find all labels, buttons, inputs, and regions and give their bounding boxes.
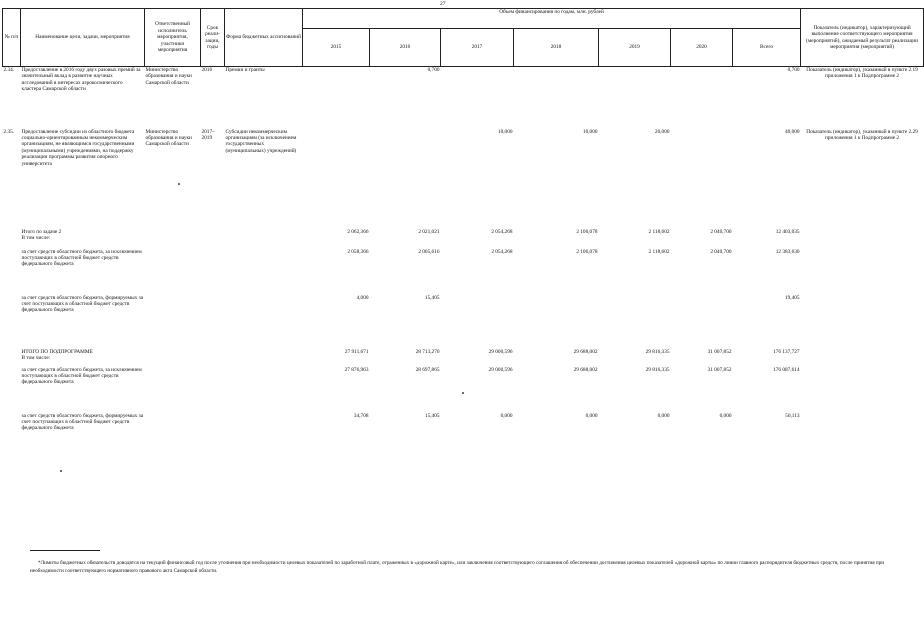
- cell-total: 12 383,630: [775, 248, 800, 255]
- cell-value: 31 007,852: [707, 366, 732, 373]
- cell-value: 2 118,602: [648, 248, 670, 255]
- cell-value: [441, 295, 514, 349]
- cell-total: 0,700: [787, 67, 800, 73]
- cell-value: 2 054,268: [491, 228, 513, 235]
- header-year: 2020: [671, 29, 733, 67]
- cell-value: 10,000: [497, 128, 513, 135]
- cell-value: [599, 67, 671, 129]
- row-executor: Министерство образования и науки Самарской области: [145, 67, 192, 86]
- cell-total: 176 137,727: [773, 348, 800, 355]
- cell-value: 29 000,596: [488, 348, 513, 355]
- row-period: 2017–2019: [201, 128, 215, 141]
- cell-value: 29 816,335: [645, 348, 670, 355]
- cell-value: 2 054,268: [491, 248, 513, 255]
- header-year: 2018: [514, 29, 599, 67]
- cell-value: 0,000: [719, 412, 732, 419]
- total-row: [3, 367, 924, 413]
- cell-value: 4,000: [356, 294, 369, 301]
- cell-value: 2 106,078: [576, 228, 598, 235]
- cell-value: [441, 67, 514, 129]
- cell-total: 176 087,614: [773, 366, 800, 373]
- row-period: 2016: [201, 67, 213, 73]
- header-year: 2017: [441, 29, 514, 67]
- cell-value: 34,708: [353, 412, 369, 419]
- cell-value: 2 005,616: [418, 248, 440, 255]
- cell-value: 10,000: [582, 128, 598, 135]
- cell-value: 2 021,021: [418, 228, 440, 235]
- header-year: 2016: [370, 29, 441, 67]
- table-row: [3, 67, 924, 129]
- cell-value: 28 713,270: [415, 348, 440, 355]
- total-title: за счет средств областного бюджета, за исключением поступающих в областной бюджет средств федерального бюджета: [21, 248, 142, 268]
- cell-value: 15,405: [424, 412, 440, 419]
- row-indicator: Показатель (индикатор), указанный в пункте 2.19 приложения 1 к Подпрограмме 2: [806, 67, 918, 80]
- cell-value: 28 697,865: [415, 366, 440, 373]
- cell-value: 0,700: [427, 67, 440, 73]
- cell-value: [671, 129, 733, 229]
- cell-value: [599, 295, 671, 349]
- header-total: Всего: [733, 29, 801, 67]
- cell-value: 31 007,852: [707, 348, 732, 355]
- page-number: 27: [440, 1, 446, 7]
- cell-total: 12 403,035: [775, 228, 800, 235]
- cell-value: 27 911,671: [344, 348, 369, 355]
- financing-table: [2, 8, 924, 453]
- table-row: [3, 129, 924, 229]
- row-name: Предоставление субсидии из областного бюджета социально-ориентированным некоммерческим организациям, не являющимся государственными (муниципальными) учреждениями, на поддержку реализации программы развития опорного университета: [21, 128, 135, 167]
- row-form: Субсидии некоммерческим организациям (за исключением государственных (муниципальных) учреждений): [225, 128, 297, 154]
- total-title: за счет средств областного бюджета, формируемых за счет поступающих в областной бюджет средств федерального бюджета: [21, 294, 144, 314]
- cell-value: [514, 67, 599, 129]
- cell-value: 2 118,602: [648, 228, 670, 235]
- header-num: № п/п: [3, 9, 21, 67]
- cell-value: 29 000,596: [488, 366, 513, 373]
- cell-value: [303, 67, 370, 129]
- total-row: [3, 229, 924, 249]
- row-num: 2.35.: [3, 128, 15, 135]
- cell-total: 50,113: [785, 412, 800, 419]
- cell-value: [514, 295, 599, 349]
- cell-total: 19,405: [784, 294, 800, 301]
- cell-value: 2 040,700: [710, 228, 732, 235]
- cell-value: 0,000: [657, 412, 670, 419]
- total-row: [3, 413, 924, 453]
- cell-value: 2 106,078: [576, 248, 598, 255]
- cell-value: 2 040,700: [710, 248, 732, 255]
- cell-value: 29 816,335: [645, 366, 670, 373]
- cell-value: 27 876,963: [344, 366, 369, 373]
- cell-value: 0,000: [500, 412, 513, 419]
- scan-speck: [178, 183, 180, 185]
- row-executor: Министерство образования и науки Самарской области: [145, 128, 192, 148]
- footnote: *Лимиты бюджетных обязательств доводятся на текущий финансовый год после уточнения при необходимости целевых показателей по заработной плате, отраженных в «дорожной карте», или заключения соответствующего соглашения об обеспечении достижения целевых показателей «дорожной карты» по линии главного распорядителя бюджетных средств, после принятия при необходимости соответствующего нормативного правового акта Самарской области.: [30, 560, 885, 575]
- cell-value: 2 062,366: [347, 228, 369, 235]
- header-year: 2015: [303, 29, 370, 67]
- total-title: за счет средств областного бюджета, формируемых за счет поступающих в областной бюджет средств федерального бюджета: [21, 412, 144, 432]
- total-row: [3, 249, 924, 295]
- row-form: Премии и гранты: [225, 67, 265, 73]
- cell-value: 20,000: [654, 128, 670, 135]
- total-row: [3, 295, 924, 349]
- cell-value: [671, 67, 733, 129]
- cell-value: 15,405: [424, 294, 440, 301]
- scan-speck: [462, 392, 464, 394]
- header-indicator: Показатель (индикатор), характеризующий выполнение соответствующего мероприятия (мероприятий), ожидаемый результат реализации мероприятия (мероприятий): [801, 9, 924, 67]
- cell-value: [303, 129, 370, 229]
- scan-speck: [60, 470, 62, 472]
- header-volume: Объем финансирования по годам, млн. рублей: [303, 9, 801, 29]
- cell-value: [671, 295, 733, 349]
- header-name: Наименование цели, задачи, мероприятия: [21, 9, 145, 67]
- total-row: [3, 349, 924, 367]
- total-title: ИТОГО ПО ПОДПРОГРАММЕ В том числе:: [21, 348, 93, 361]
- total-title: Итого по задаче 2 В том числе:: [21, 228, 62, 241]
- total-title: за счет средств областного бюджета, за исключением поступающих в областной бюджет средств федерального бюджета: [21, 366, 142, 386]
- row-indicator: Показатель (индикатор), указанный в пункте 2.29 приложения 1 к Подпрограмме 2: [806, 128, 918, 141]
- header-year: 2019: [599, 29, 671, 67]
- cell-value: [370, 129, 441, 229]
- header-executor: Ответственный исполнитель мероприятия, участники мероприятия: [145, 9, 201, 67]
- cell-value: 29 688,002: [573, 366, 598, 373]
- header-period: Срок реали-зации, годы: [201, 9, 225, 67]
- row-num: 2.34.: [3, 67, 15, 73]
- footnote-separator: [30, 550, 100, 551]
- header-form: Форма бюджетных ассигнований: [225, 9, 303, 67]
- cell-value: 0,000: [585, 412, 598, 419]
- cell-value: 2 058,366: [347, 248, 369, 255]
- cell-value: 29 688,002: [573, 348, 598, 355]
- row-name: Предоставление в 2016 году двух разовых премий за значительный вклад в развитие научных исследований в интересах аэрокосмического кластера Самарской области: [21, 67, 141, 93]
- cell-total: 40,000: [784, 128, 800, 135]
